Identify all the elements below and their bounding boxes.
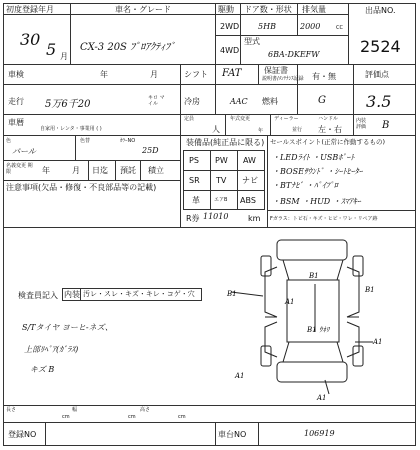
divider	[80, 288, 81, 301]
divider	[237, 150, 238, 210]
divider	[297, 64, 298, 114]
dealer-sub: 並行	[292, 127, 303, 133]
divider	[240, 3, 241, 64]
divider	[115, 160, 116, 180]
divider	[88, 160, 89, 180]
ac-value: AAC	[230, 97, 248, 106]
sales-line-3: ・BTﾅﾋﾞ ・ﾊﾟｲﾌﾟﾛ	[272, 181, 338, 190]
color-code-value: 25D	[142, 146, 159, 155]
notes-label: 注意事項(欠品・修復・不良部品等の記載)	[6, 183, 157, 192]
divider	[45, 422, 46, 446]
glass-note: Fガラス：トビ石・キズ・ヒビ・ワレ・リペア跡	[270, 216, 378, 222]
door-value: 5HB	[258, 22, 276, 31]
length-label: 長さ	[6, 407, 17, 413]
year-change-label: 年式変更	[230, 116, 251, 122]
inspector-note-3: キズ B	[30, 365, 55, 374]
rbook-km: km	[248, 214, 261, 223]
score-label: 評価点	[365, 70, 389, 79]
capacity-unit: 人	[212, 125, 220, 134]
lot-label: 出品NO.	[365, 6, 396, 15]
inspector-tag-interior: 内装	[64, 290, 80, 299]
year-change-unit: 年	[258, 128, 264, 134]
mark-b1-left: B1	[227, 290, 237, 298]
usage-options: 自家用・レンタ・事業用 ( )	[40, 126, 102, 132]
divider	[267, 210, 416, 211]
divider	[258, 422, 259, 446]
shift-value: FAT	[222, 68, 242, 79]
handle-sub: 左・右	[318, 125, 342, 134]
divider	[3, 84, 416, 85]
sales-line-4: ・BSM ・HUD ・ｽﾏｱｷｰ	[272, 197, 361, 206]
deposit-label: 預託	[120, 166, 136, 175]
height-label: 高さ	[140, 407, 151, 413]
mark-a1-front: A1	[285, 298, 295, 306]
equip-abs: ABS	[240, 196, 256, 205]
divider	[140, 160, 141, 180]
inspection-year-unit: 年	[100, 70, 108, 79]
divider	[3, 422, 416, 423]
equip-tv: TV	[216, 176, 227, 185]
divider	[3, 405, 416, 406]
equip-navi: ナビ	[242, 176, 258, 185]
interior-value: B	[382, 120, 390, 131]
divider	[353, 114, 354, 135]
divider	[3, 160, 180, 161]
divider	[225, 114, 226, 135]
height-cm: cm	[178, 414, 186, 420]
rbook-label: R券	[186, 214, 200, 223]
divider	[3, 64, 416, 65]
divider	[3, 135, 416, 136]
name-change-year: 年	[42, 166, 50, 175]
mileage-label: 走行	[8, 97, 24, 106]
equip-ps: PS	[189, 156, 199, 165]
mark-b1-hood: B1 ｳﾈﾘ	[307, 326, 330, 334]
inspector-label: 検査員記入	[18, 291, 58, 300]
cc-unit: CC	[336, 25, 343, 31]
sales-line-2: ・BOSEｻｳﾝﾄﾞ ・ｼｰﾄﾋｰﾀｰ	[272, 167, 363, 176]
warranty-yes-no: 有・無	[312, 72, 336, 81]
shift-label: シフト	[184, 70, 208, 79]
door-label: ドア数・形状	[244, 5, 292, 14]
divider	[258, 64, 259, 84]
width-label: 幅	[72, 407, 78, 413]
divider	[270, 114, 271, 135]
length-cm: cm	[62, 414, 70, 420]
deposit-sub: 積立	[148, 166, 164, 175]
displacement-label: 排気量	[302, 5, 326, 14]
divider	[180, 114, 181, 135]
color-value: パール	[12, 147, 36, 156]
car-diagram	[225, 232, 385, 402]
mark-b1-roof: B1	[309, 272, 319, 280]
usage-label: 車暦	[8, 118, 24, 127]
km-unit: キロ マイル	[148, 95, 165, 107]
dealer-label: ディーラー	[274, 116, 299, 122]
color-code-label: ｶﾗｰNO	[120, 138, 136, 144]
mark-a1-bottom: A1	[317, 394, 327, 402]
divider	[215, 35, 348, 36]
color-label: 色	[6, 138, 12, 144]
mark-a1-right: A1	[373, 338, 383, 346]
first-reg-year: 30	[20, 30, 41, 49]
mileage-value: 5万6千20	[45, 99, 91, 110]
displacement-value: 2000	[300, 22, 321, 31]
divider	[348, 3, 349, 64]
divider	[75, 135, 76, 160]
name-change-label: 名義変更 期限	[6, 163, 33, 175]
inspection-month-unit: 月	[150, 70, 158, 79]
month-label: 月	[60, 52, 68, 61]
divider	[215, 64, 216, 114]
fuel-label: 燃料	[262, 97, 278, 106]
first-reg-label: 初度登録年月	[6, 5, 54, 14]
divider	[180, 64, 181, 114]
divider	[297, 3, 298, 35]
mark-a1-rear-left: A1	[235, 372, 245, 380]
model-value: 6BA-DKEFW	[268, 50, 320, 59]
ac-label: 冷房	[184, 97, 200, 106]
inspector-tag-damage: 汚レ・スレ・キズ・キレ・コゲ・穴	[83, 290, 195, 298]
lot-number: 2524	[360, 37, 401, 56]
equip-aw: AW	[243, 156, 256, 165]
equip-sr: SR	[189, 176, 200, 185]
name-change-month: 月	[72, 166, 80, 175]
rbook-value: 11010	[203, 212, 229, 221]
divider	[70, 3, 71, 64]
drive-2wd: 2WD	[220, 22, 240, 31]
divider	[3, 180, 180, 181]
mark-b1-right: B1	[365, 286, 375, 294]
divider	[183, 170, 265, 171]
sales-line-1: ・LEDﾗｲﾄ ・USBﾎﾟｰﾄ	[272, 153, 355, 162]
score-value: 3.5	[366, 92, 392, 111]
fuel-value: G	[318, 95, 326, 106]
drive-4wd: 4WD	[220, 46, 240, 55]
first-reg-month: 5	[46, 40, 57, 59]
divider	[267, 135, 268, 227]
width-cm: cm	[128, 414, 136, 420]
name-change-date: 日迄	[92, 166, 108, 175]
model-label: 型式	[244, 37, 260, 46]
divider	[3, 114, 416, 115]
equip-airbag: エアB	[214, 197, 228, 203]
equip-pw: PW	[215, 156, 228, 165]
equipment-title: 装備品(純正品に限る)	[186, 138, 265, 147]
interior-label: 内装 評価	[356, 118, 367, 130]
car-name-label: 車名・グレード	[115, 5, 171, 14]
inspection-label: 車検	[8, 70, 24, 79]
divider	[180, 135, 181, 227]
warranty-label: 保証書	[264, 66, 288, 75]
divider	[210, 150, 211, 210]
divider	[183, 190, 265, 191]
chassis-value: 106919	[304, 429, 335, 438]
divider	[215, 422, 216, 446]
car-name-value: CX-3 20S ﾌﾟﾛｱｸﾃｨﾌﾞ	[80, 42, 176, 53]
capacity-label: 定員	[184, 116, 195, 122]
divider	[215, 3, 216, 64]
warranty-sub: 説明書/ﾒﾝﾃﾅﾝｽ記録	[262, 76, 304, 82]
equip-leather: 革	[192, 196, 200, 205]
color-change-label: 色替	[80, 138, 91, 144]
handle-label: ハンドル	[318, 116, 339, 122]
reg-no-label: 登録NO	[8, 430, 37, 439]
sales-title: セールスポイント(正常に作動するもの)	[270, 138, 385, 146]
inspector-note-1: S/Tタイヤ ヨーヒ-ネズ、	[22, 323, 113, 332]
divider	[353, 64, 354, 114]
chassis-label: 車台NO	[218, 430, 247, 439]
divider	[3, 227, 416, 228]
drive-label: 駆動	[218, 5, 234, 14]
inspector-note-2: 上部ﾘﾍﾟｱ(ｶﾞﾗｽ)	[24, 345, 79, 354]
